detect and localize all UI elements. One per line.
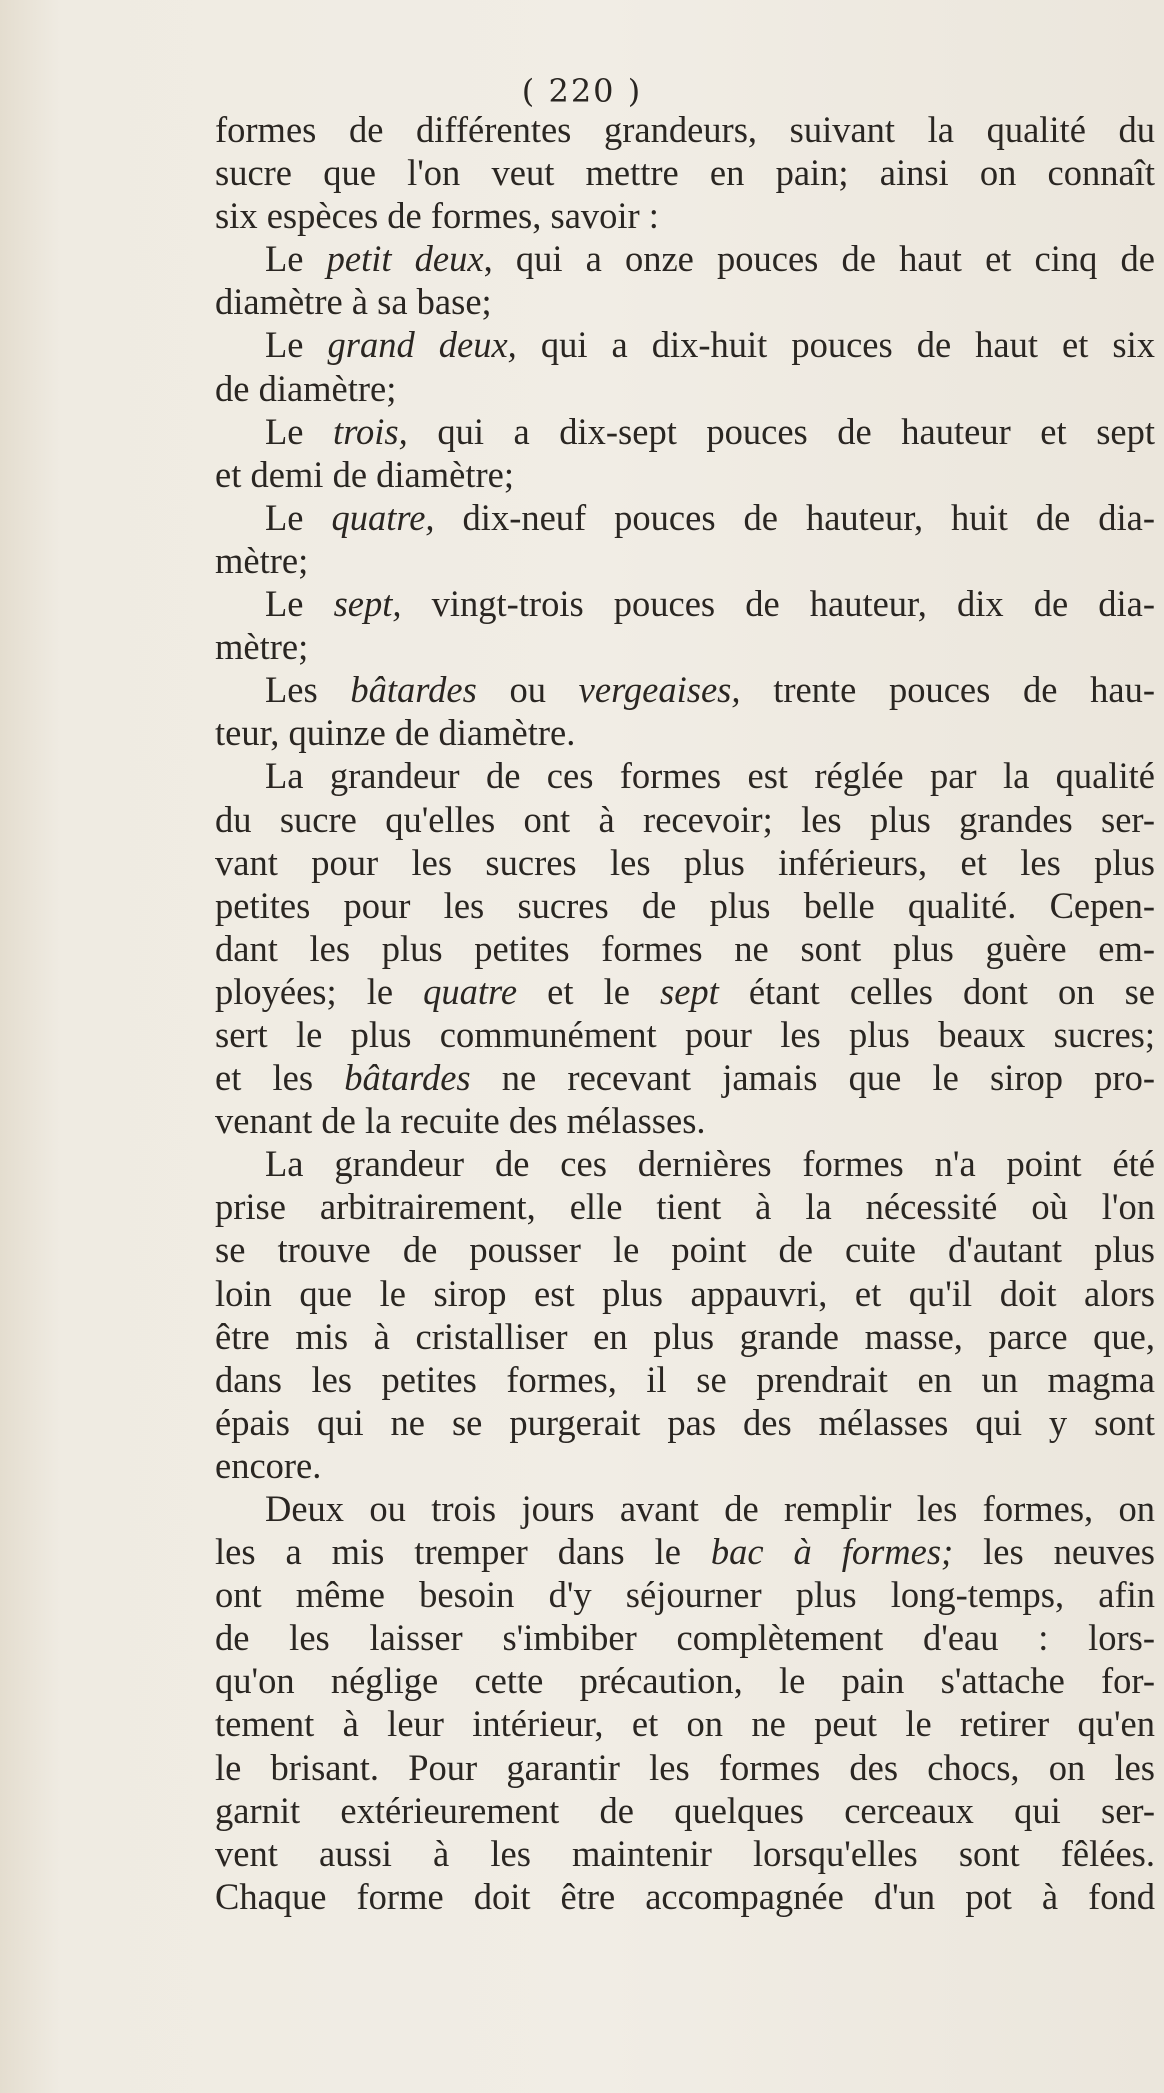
text-segment: être mis à cristalliser en plus grande masse, parce que, [215, 1315, 1155, 1357]
text-line [215, 1315, 1155, 1358]
text-segment: Les [265, 669, 351, 711]
text-segment: Le [265, 496, 332, 538]
italic-term: trois, [333, 410, 408, 452]
text-line [215, 1185, 1155, 1228]
text-segment: prise arbitrairement, elle tient à la nécessité où l'on [215, 1186, 1155, 1228]
text-segment: qui a dix-huit pouces de haut et six [516, 324, 1155, 366]
text-line [215, 1832, 1155, 1875]
text-segment: Deux ou trois jours avant de remplir les formes, on [265, 1488, 1155, 1529]
italic-term: bâtardes [344, 1057, 471, 1099]
text-segment: Le [265, 410, 334, 452]
text-line [215, 1702, 1155, 1745]
text-segment: , qui a onze pouces de haut et cinq de [483, 238, 1155, 280]
text-segment: venant de la recuite des mélasses. [215, 1100, 706, 1142]
text-line [215, 1659, 1155, 1702]
text-segment: de les laisser s'imbiber complètement d'eau : lors- [215, 1617, 1155, 1659]
text-line [215, 1789, 1155, 1832]
text-line [215, 1573, 1155, 1616]
text-segment: sert le plus communément pour les plus beaux sucres; [215, 1013, 1155, 1055]
text-segment: sucre que l'on veut mettre en pain; ainsi on connaît [215, 152, 1155, 194]
text-line [215, 668, 1155, 711]
text-segment: Chaque forme doit être accompagnée d'un pot à fond [215, 1875, 1155, 1917]
text-line [215, 367, 1155, 410]
text-line [215, 1487, 1155, 1530]
text-line [215, 625, 1155, 668]
text-segment: trente pouces de hau- [740, 669, 1155, 711]
text-line [215, 582, 1155, 625]
italic-term: sept [660, 970, 719, 1012]
text-segment: dans les petites formes, il se prendrait en un magma [215, 1358, 1155, 1400]
text-segment: dix-neuf pouces de hauteur, huit de dia- [434, 496, 1155, 538]
text-segment: vant pour les sucres les plus inférieurs, et les plus [215, 841, 1155, 883]
italic-term: vergeaises, [578, 669, 741, 711]
text-segment: mètre; [215, 626, 309, 668]
text-line [215, 194, 1155, 237]
text-line [215, 1142, 1155, 1185]
text-line [215, 1444, 1155, 1487]
text-segment: de diamètre; [215, 367, 397, 409]
italic-term: quatre [423, 970, 518, 1012]
italic-term: sept, [333, 583, 402, 625]
text-line [215, 151, 1155, 194]
text-segment: dant les plus petites formes ne sont plus guère em- [215, 927, 1155, 969]
text-segment: ont même besoin d'y séjourner plus long-temps, afin [215, 1574, 1155, 1616]
text-line [215, 1746, 1155, 1789]
text-segment: qu'on néglige cette précaution, le pain s'attache for- [215, 1660, 1155, 1702]
text-line [215, 970, 1155, 1013]
text-segment: vingt-trois pouces de hauteur, dix de dia- [401, 583, 1155, 625]
text-line [215, 1056, 1155, 1099]
text-line [215, 798, 1155, 841]
text-segment: loin que le sirop est plus appauvri, et qu'il doit alors [215, 1272, 1155, 1314]
text-segment: Le [265, 583, 334, 625]
text-line [215, 1401, 1155, 1444]
text-segment: petites pour les sucres de plus belle qualité. Cepen- [215, 884, 1155, 926]
text-line [215, 496, 1155, 539]
text-line [215, 841, 1155, 884]
text-line [215, 108, 1155, 151]
italic-term: bâtardes [350, 669, 477, 711]
text-segment: diamètre à sa base; [215, 281, 492, 323]
text-line [215, 237, 1155, 280]
text-line [215, 453, 1155, 496]
text-line [215, 1875, 1155, 1918]
text-segment: du sucre qu'elles ont à recevoir; les plus grandes ser- [215, 798, 1155, 840]
text-line [215, 323, 1155, 366]
text-segment: ployées; le [215, 970, 424, 1012]
text-segment: formes de différentes grandeurs, suivant la qualité du [215, 109, 1155, 150]
text-line [215, 280, 1155, 323]
text-line [215, 1272, 1155, 1315]
text-line [215, 1099, 1155, 1142]
text-segment: La grandeur de ces dernières formes n'a point été [265, 1143, 1155, 1185]
text-line [215, 754, 1155, 797]
text-segment: encore. [215, 1444, 322, 1486]
text-segment: et demi de diamètre; [215, 453, 514, 495]
text-segment: se trouve de pousser le point de cuite d'autant plus [215, 1229, 1155, 1271]
text-line [215, 1013, 1155, 1056]
italic-term: bac à formes; [710, 1531, 954, 1573]
italic-term: petit deux [326, 238, 484, 280]
text-segment: qui a dix-sept pouces de hauteur et sept [407, 410, 1155, 452]
text-segment: vent aussi à les maintenir lorsqu'elles sont fêlées. [215, 1832, 1155, 1874]
text-line [215, 884, 1155, 927]
text-segment: étant celles dont on se [718, 970, 1156, 1012]
text-segment: épais qui ne se purgerait pas des mélasses qui y sont [215, 1401, 1155, 1443]
text-segment: et le [517, 970, 661, 1012]
text-segment: Le [265, 324, 328, 366]
text-segment: six espèces de formes, savoir : [215, 195, 659, 237]
text-segment: garnit extérieurement de quelques cerceaux qui ser- [215, 1789, 1155, 1831]
text-line [215, 1228, 1155, 1271]
text-line [215, 410, 1155, 453]
text-segment: ne recevant jamais que le sirop pro- [470, 1057, 1155, 1099]
text-line [215, 927, 1155, 970]
text-segment: ou [476, 669, 579, 711]
text-segment: les neuves [953, 1531, 1155, 1573]
italic-term: quatre, [331, 496, 435, 538]
text-line [215, 1616, 1155, 1659]
text-line [215, 1530, 1155, 1573]
text-segment: teur, quinze de diamètre. [215, 712, 576, 754]
text-segment: Le [265, 238, 327, 280]
text-segment: le brisant. Pour garantir les formes des chocs, on les [215, 1746, 1155, 1788]
text-segment: mètre; [215, 539, 309, 581]
text-line [215, 711, 1155, 754]
text-line [215, 539, 1155, 582]
page-number: ( 220 ) [521, 72, 643, 110]
body-text [215, 108, 1155, 1918]
text-line [215, 1358, 1155, 1401]
text-segment: les a mis tremper dans le [215, 1531, 711, 1573]
text-segment: tement à leur intérieur, et on ne peut le retirer qu'en [215, 1703, 1155, 1745]
italic-term: grand deux, [327, 324, 517, 366]
text-segment: La grandeur de ces formes est réglée par la qualité [265, 755, 1155, 797]
text-segment: et les [215, 1057, 345, 1099]
